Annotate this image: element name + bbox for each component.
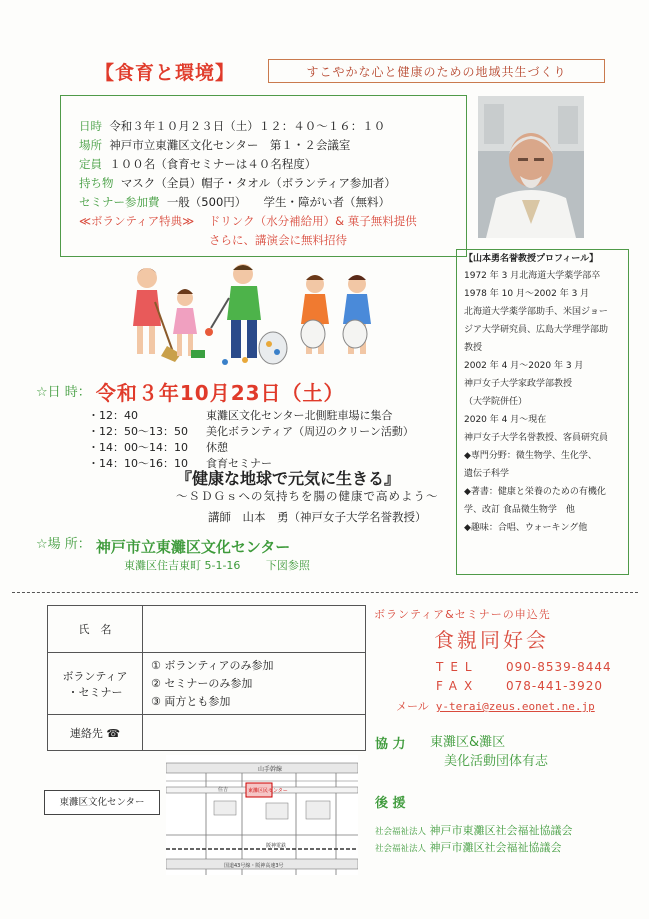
schedule-desc: 美化ボランティア（周辺のクリーン活動） [206,425,414,438]
contact-label: 連絡先 ☎ [48,715,143,751]
capacity-label: 定員 [79,157,102,171]
support-name: 神戸市灘区社会福祉協議会 [429,841,562,854]
fax-number: 078-441-3920 [506,679,604,693]
schedule-time: ・14：00〜14：10 [88,441,188,454]
perk-label: ≪ボランティア特典≫ [79,214,195,228]
capacity-value: １００名（食育セミナーは４０名程度） [109,157,317,171]
lecturer: 講師 山本 勇（神戸女子大学名誉教授） [208,510,427,524]
profile-line: 遺伝子科学 [464,469,510,479]
support-prefix: 社会福祉法人 [375,827,427,837]
fee-label: セミナー参加費 [79,195,160,209]
schedule-desc: 食育セミナー [206,457,272,470]
profile-line: 2020 年 4 月〜現在 [464,415,547,425]
place-value: 神戸市立東灘区文化センター 第１・２会議室 [109,138,351,152]
support-label: 後 援 [375,796,406,811]
name-field[interactable] [143,606,366,653]
venue-row [36,533,290,557]
support-prefix: 社会福祉法人 [375,844,427,854]
map-road-mid: 阪神電鉄 [266,843,287,849]
event-date-label: ☆日 時： [36,385,91,400]
tel-number: 090-8539-8444 [506,660,612,674]
cooperation-line: 美化活動団体有志 [444,754,549,769]
items-label: 持ち物 [79,176,114,190]
venue-address: 東灘区住吉東町 5-1-16 下図参照 [124,559,310,572]
profile-line: ◆著書：健康と栄養のための有機化 [464,487,606,497]
event-info-box [60,95,467,257]
cooperation-label: 協 力 [375,737,406,752]
profile-title: 【山本勇名誉教授プロフィール】 [464,254,599,264]
lecture-title: 『健康な地球で元気に生きる』 [176,469,401,488]
cleanup-illustration [125,262,385,370]
profile-box [456,249,629,575]
mail-label: メール [396,700,429,713]
organization-name: 食親同好会 [434,628,549,652]
date-label: 日時 [79,119,102,133]
schedule-desc: 休憩 [206,441,228,454]
contact-field[interactable] [143,715,366,751]
cooperation-value [430,733,548,771]
option-volunteer-only[interactable]: ① ボランティアのみ参加 [151,658,274,672]
option-seminar-only[interactable]: ② セミナーのみ参加 [151,676,253,690]
vs-label-line: ボランティア [62,669,128,683]
profile-line: ジア大学研究員、広島大学理学部助 [464,325,609,335]
option-both[interactable]: ③ 両方とも参加 [151,694,231,708]
participation-options[interactable] [143,653,366,715]
profile-line: 1972 年 3 月北海道大学薬学部卒 [464,271,601,281]
place-label: 場所 [79,138,102,152]
venue-name: 神戸市立東灘区文化センター [95,538,291,556]
mail-row [396,698,595,714]
fax-label: FAX [436,679,480,693]
support-item [375,822,573,838]
profile-line: 神戸女子大学家政学部教授 [464,379,573,389]
profile-line: （大学院併任） [464,397,528,407]
schedule-item [88,423,414,439]
profile-line: 1978 年 10 月〜2002 年 3 月 [464,289,590,299]
perk-value-2: さらに、講演会に無料招待 [209,233,347,247]
event-date: 令和３年10月23日（土） [95,381,345,405]
name-label: 氏 名 [48,606,143,653]
schedule-time: ・14：10〜16：10 [88,457,188,470]
profile-line: 教授 [464,343,483,353]
profile-line: 神戸女子大学名誉教授、客員研究員 [464,433,609,443]
fax-row [436,679,603,693]
profile-line: ◆専門分野：微生物学、生化学、 [464,451,597,461]
venue-label: ☆場 所： [36,537,91,552]
lecture-subtitle: 〜ＳＤＧｓへの気持ちを腸の健康で高めよう〜 [176,489,439,503]
support-name: 神戸市東灘区社会福祉協議会 [429,824,573,837]
items-value: マスク（全員）帽子・タオル（ボランティア参加者） [120,176,396,190]
profile-line: 2002 年 4 月〜2020 年 3 月 [464,361,584,371]
profile-line: 北海道大学薬学部助手、米国ジョー [464,307,608,317]
schedule-item [88,439,228,455]
access-map [166,755,358,875]
tagline: すこやかな心と健康のための地域共生づくり [268,59,605,83]
schedule-time: ・12：40 [88,409,138,422]
tel-row [436,660,612,674]
support-item [375,839,562,855]
cooperation-line: 東灘区&灘区 [430,735,506,750]
event-date-row [36,377,345,406]
schedule-desc: 東灘区文化センター北側駐車場に集合 [206,409,393,422]
map-road-top: 山手幹線 [258,766,283,773]
map-label: 東灘区文化センター [44,790,160,815]
apply-label: ボランティア&セミナーの申込先 [374,608,551,621]
date-value: 令和３年１０月２３日（土）１２：４０〜１６：１０ [109,119,386,133]
perk-value-1: ドリンク（水分補給用）& 菓子無料提供 [208,214,417,228]
profile-line: 学、改訂 食品微生物学 他 [464,505,575,515]
volunteer-seminar-label [48,653,143,715]
fee-value: 一般（500円） 学生・障がい者（無料） [166,195,391,209]
map-road-bottom: 国道43号線・阪神高速3号 [224,863,284,869]
professor-photo [478,96,584,238]
application-form [47,605,366,751]
profile-line: ◆趣味：合唱、ウォーキング他 [464,523,588,533]
cut-line [12,592,638,593]
tel-label: TEL [436,660,479,674]
vs-label-line: ・セミナー [67,685,123,699]
schedule-item [88,407,393,423]
map-station: 住吉 [218,787,229,793]
page-title: 【食育と環境】 [95,62,236,84]
schedule-time: ・12：50〜13：50 [88,425,188,438]
mail-link[interactable]: y-terai@zeus.eonet.ne.jp [435,700,595,713]
map-center: 東灘区民センター [248,788,288,794]
